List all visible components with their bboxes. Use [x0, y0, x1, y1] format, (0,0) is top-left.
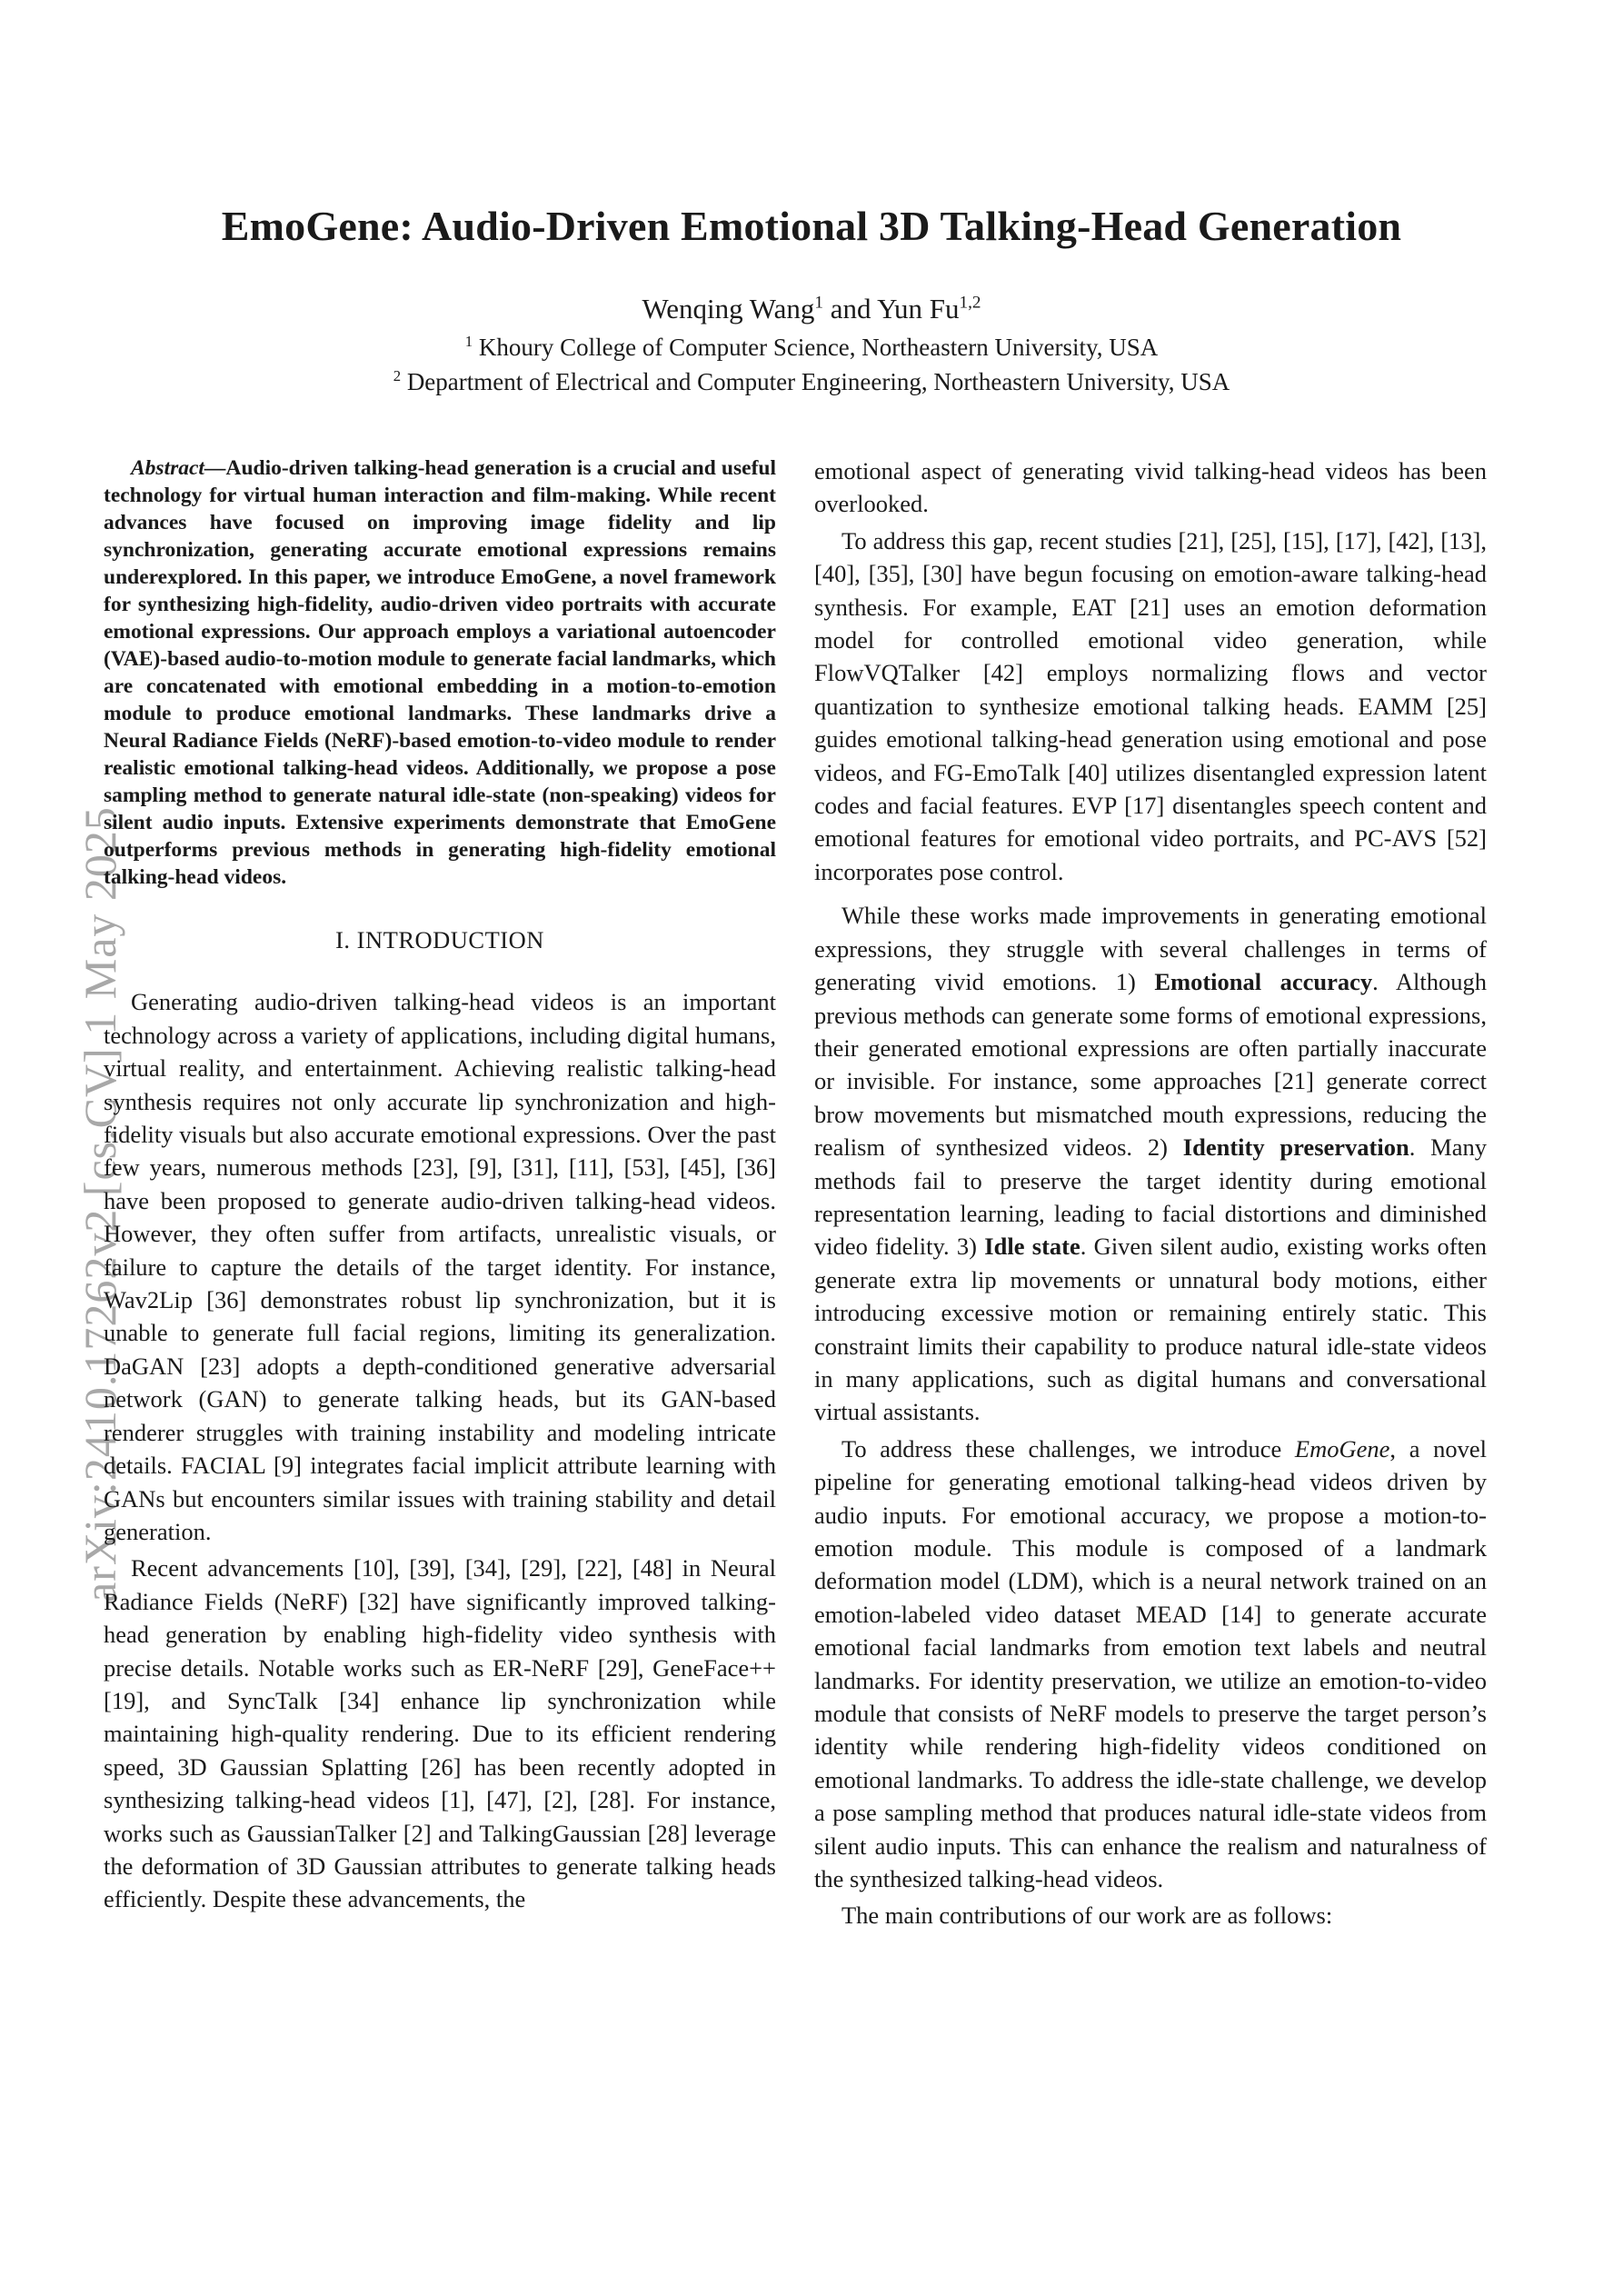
paragraph-text: . Although previous methods can generate some forms of emotional expressions, their generated emotional expressions are often partially inaccurate or invisible. For instance, some approaches [21] generate correct brow movements but mismatched mouth expressions, reducing the realism of synthesized videos. 2) [814, 968, 1487, 1162]
body-paragraph: Recent advancements [10], [39], [34], [29], [22], [48] in Neural Radiance Fields (NeRF) [32] have significantly improved talking-head generation by enabling high-fidelity video synthesis with precise details. Notable works such as ER-NeRF [29], GeneFace++ [19], and SyncTalk [34] enhance lip synchronization while maintaining high-quality rendering. Due to its efficient rendering speed, 3D Gaussian Splatting [26] has been recently adopted in synthesizing talking-head videos [1], [47], [2], [28]. For instance, works such as GaussianTalker [2] and TalkingGaussian [28] leverage the deformation of 3D Gaussian attributes to generate talking heads efficiently. Despite these advancements, the [104, 1554, 776, 1913]
author-affil-marker: 1 [814, 293, 823, 313]
affiliation-marker: 2 [393, 367, 402, 384]
body-paragraph: Generating audio-driven talking-head videos is an important technology across a variety of applications, including digital humans, virtual reality, and entertainment. Achieving realistic talking-head synthesis requires not only accurate lip synchronization and high-fidelity visuals but also accurate emotional expressions. Over the past few years, numerous methods [23], [9], [31], [11], [53], [45], [36] have been proposed to generate audio-driven talking-head videos. However, they often suffer from artifacts, unrealistic visuals, or failure to capture the details of the target identity. For instance, Wav2Lip [36] demonstrates robust lip synchronization, but it is unable to generate full facial regions, limiting its generalization. DaGAN [23] adopts a depth-conditioned generative adversarial network (GAN) to generate talking heads, but its GAN-based renderer struggles with training instability and modeling intricate details. FACIAL [9] integrates facial implicit attribute learning with GANs but encounters similar issues with training stability and detail generation. [104, 988, 776, 1545]
left-column [104, 454, 776, 1916]
arxiv-identifier-stamp: arXiv:2410.17262v2 [cs.CV] 1 May 2025 [75, 806, 125, 1602]
author-affil-marker: 1,2 [959, 293, 981, 313]
body-paragraph [814, 1433, 1487, 1896]
paragraph-text: , a novel pipeline for generating emotional talking-head videos driven by audio inputs. For emotional accuracy, we propose a motion-to-emotion module. This module is composed of a landmark deformation model (LDM), which is a neural network trained on an emotion-labeled video dataset MEAD [14] to generate accurate emotional facial landmarks from emotion text labels and neutral landmarks. For identity preservation, we utilize an emotion-to-video module that consists of NeRF models to preserve the target person’s identity while rendering high-fidelity videos conditioned on emotional landmarks. To address the idle-state challenge, we develop a pose sampling method that produces natural idle-state videos from silent audio inputs. This can enhance the realism and naturalness of the synthesized talking-head videos. [814, 1434, 1487, 1893]
affiliation-line [0, 334, 1623, 362]
abstract-label: Abstract— [131, 456, 226, 480]
author-name: Yun Fu [877, 293, 960, 324]
paragraph-text: To address these challenges, we introduce [841, 1434, 1295, 1462]
affiliation-line [0, 368, 1623, 396]
paragraph-text: . Many methods fail to preserve the target identity during emotional representation learning, leading to facial distortions and diminished video fidelity. 3) [814, 1133, 1488, 1261]
abstract-text: Audio-driven talking-head generation is a crucial and useful technology for virtual human interaction and film-making. While recent advances have focused on improving image fidelity and lip synchronization, generating accurate emotional expressions remains underexplored. In this paper, we introduce EmoGene, a novel framework for synthesizing high-fidelity, audio-driven video portraits with accurate emotional expressions. Our approach employs a variational autoencoder (VAE)-based audio-to-motion module to generate facial landmarks, which are concatenated with emotional embedding in a motion-to-emotion module to produce emotional landmarks. These landmarks drive a Neural Radiance Fields (NeRF)-based emotion-to-video module to render realistic emotional talking-head videos. Additionally, we propose a pose sampling method to generate natural idle-state (non-speaking) videos for silent audio inputs. Extensive experiments demonstrate that EmoGene outperforms previous methods in generating high-fidelity emotional talking-head videos. [104, 456, 776, 889]
challenge-term: Emotional accuracy [1154, 968, 1373, 996]
paragraph-text: . Given silent audio, existing works often generate extra lip movements or unnatural body motions, either introducing excessive motion or remaining entirely static. This constraint limits their capability to produce natural idle-state videos in many applications, such as digital humans and conversational virtual assistants. [814, 1233, 1487, 1426]
affiliation-text: Department of Electrical and Computer Engineering, Northeastern University, USA [406, 368, 1230, 395]
affiliation-text: Khoury College of Computer Science, Northeastern University, USA [478, 334, 1159, 361]
challenge-term: Identity preservation [1182, 1133, 1409, 1162]
abstract [104, 454, 776, 891]
paper-title: EmoGene: Audio-Driven Emotional 3D Talking-Head Generation [221, 203, 1402, 249]
body-paragraph: emotional aspect of generating vivid talking-head videos has been overlooked. [814, 457, 1487, 518]
right-column [814, 454, 1487, 1932]
author-name: Wenqing Wang [642, 293, 815, 324]
body-paragraph: To address this gap, recent studies [21], [25], [15], [17], [42], [13], [40], [35], [30] have begun focusing on emotion-aware talking-head synthesis. For example, EAT [21] uses an emotion deformation model for controlled emotional video generation, while FlowVQTalker [42] employs normalizing flows and vector quantization to synthesize emotional talking heads. EAMM [25] guides emotional talking-head generation using emotional and pose videos, and FG-EmoTalk [40] utilizes disentangled expression latent codes and facial features. EVP [17] disentangles speech content and emotional features for emotional video portraits, and PC-AVS [52] incorporates pose control. [814, 526, 1487, 885]
challenge-term: Idle state [984, 1233, 1080, 1261]
paragraph-text: While these works made improvements in generating emotional expressions, they struggle with several challenges in terms of generating vivid emotions. 1) [814, 902, 1487, 996]
body-paragraph: The main contributions of our work are as follows: [841, 1902, 1333, 1930]
section-heading-introduction: I. INTRODUCTION [335, 926, 544, 953]
author-conjunction: and [830, 293, 871, 324]
author-line [0, 293, 1623, 325]
method-name: EmoGene [1294, 1434, 1390, 1462]
body-paragraph [814, 899, 1487, 1429]
affiliation-marker: 1 [464, 333, 473, 350]
